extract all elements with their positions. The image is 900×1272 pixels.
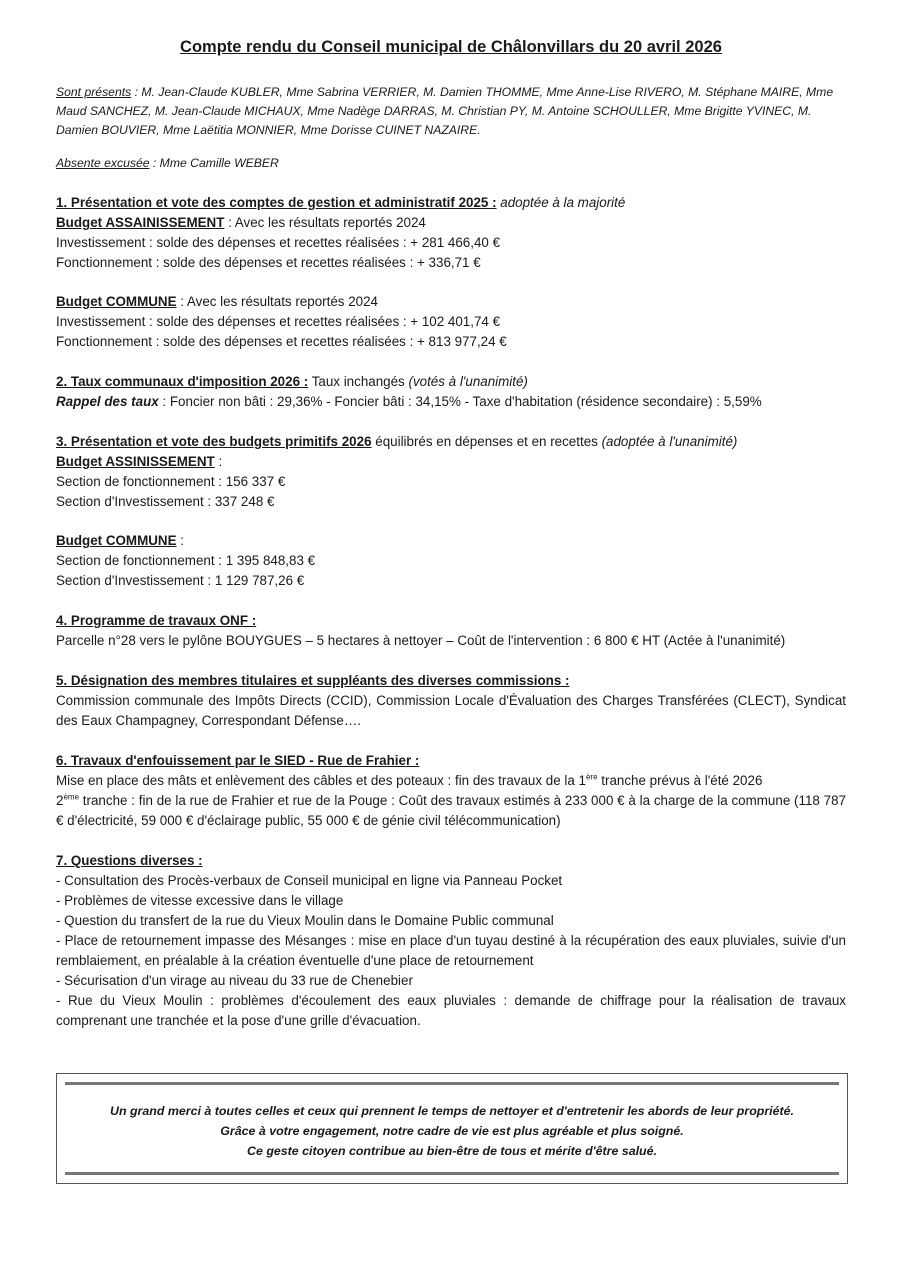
s1-commune-investissement: Investissement : solde des dépenses et recettes réalisées : + 102 401,74 €: [56, 314, 501, 329]
budget-assinissement-label: Budget ASSINISSEMENT: [56, 454, 215, 469]
section-4: [56, 611, 846, 651]
list-item: - Problèmes de vitesse excessive dans le village: [56, 893, 344, 908]
attendance-present: [56, 83, 846, 140]
s6-line1-a: Mise en place des mâts et enlèvement des câbles et des poteaux : fin des travaux de la 1: [56, 773, 586, 788]
s1-assainissement-investissement: Investissement : solde des dépenses et recettes réalisées : + 281 466,40 €: [56, 235, 501, 250]
section-7-heading: 7. Questions diverses :: [56, 853, 203, 868]
s3-assainissement-investissement: Section d'Investissement : 337 248 €: [56, 494, 275, 509]
s6-line2-b: tranche : fin de la rue de Frahier et rue de la Pouge : Coût des travaux estimés à 233 000 € à la charge de la commune (118 787 € d'électricité, 59 000 € d'éclairage public, 55 000 € de génie civil télécommunication): [56, 793, 846, 828]
section-2-heading: 2. Taux communaux d'imposition 2026 :: [56, 374, 309, 389]
notice-top-rule: [65, 1082, 839, 1085]
s6-line2-a: 2: [56, 793, 64, 808]
section-2-note: (votés à l'unanimité): [408, 374, 528, 389]
list-item: - Question du transfert de la rue du Vieux Moulin dans le Domaine Public communal: [56, 913, 554, 928]
rappel-text: : Foncier non bâti : 29,36% - Foncier bâti : 34,15% - Taxe d'habitation (résidence secondaire) : 5,59%: [158, 394, 762, 409]
notice-line-3: Ce geste citoyen contribue au bien-être de tous et mérite d'être salué.: [247, 1144, 657, 1158]
s3-commune-investissement: Section d'Investissement : 1 129 787,26 €: [56, 573, 305, 588]
section-1-note: adoptée à la majorité: [496, 195, 626, 210]
budget-assinissement-rest: :: [214, 454, 223, 469]
section-1-heading: 1. Présentation et vote des comptes de gestion et administratif 2025 :: [56, 195, 497, 210]
notice-line-2: Grâce à votre engagement, notre cadre de vie est plus agréable et plus soigné.: [220, 1124, 684, 1138]
section-4-heading: 4. Programme de travaux ONF :: [56, 613, 257, 628]
section-3: [56, 432, 846, 591]
absent-list: : Mme Camille WEBER: [149, 156, 279, 170]
budget-commune-label: Budget COMMUNE: [56, 294, 177, 309]
attendance-absent: [56, 154, 846, 173]
notice-message: [57, 1101, 847, 1161]
s6-line1-b: tranche prévus à l'été 2026: [597, 773, 763, 788]
list-item: - Place de retournement impasse des Mésanges : mise en place d'un tuyau destiné à la récupération des eaux pluviales, suivie d'un remblaiement, en préalable à la création éventuelle d'une place de retournement: [56, 933, 846, 968]
notice-line-1: Un grand merci à toutes celles et ceux qui prennent le temps de nettoyer et d'entretenir les abords de leur propriété.: [110, 1104, 794, 1118]
section-5-text: Commission communale des Impôts Directs (CCID), Commission Locale d'Évaluation des Charges Transférées (CLECT), Syndicat des Eaux Champagney, Correspondant Défense….: [56, 693, 846, 728]
s6-line1-sup: ère: [585, 772, 598, 782]
present-list: : M. Jean-Claude KUBLER, Mme Sabrina VERRIER, M. Damien THOMME, Mme Anne-Lise RIVERO, M. Stéphane MAIRE, Mme Maud SANCHEZ, M. Jean-Claude MICHAUX, Mme Nadège DARRAS, M. Christian PY, M. Antoine SCHOULLER, Mme Brigitte YVINEC, M. Damien BOUVIER, Mme Laëtitia MONNIER, Mme Dorisse CUINET NAZAIRE.: [56, 85, 834, 137]
list-item: - Sécurisation d'un virage au niveau du 33 rue de Chenebier: [56, 973, 413, 988]
s1-assainissement-fonctionnement: Fonctionnement : solde des dépenses et recettes réalisées : + 336,71 €: [56, 255, 481, 270]
section-2-text: Taux inchangés: [308, 374, 409, 389]
absent-label: Absente excusée: [56, 156, 150, 170]
rappel-label: Rappel des taux: [56, 394, 159, 409]
document-title: Compte rendu du Conseil municipal de Châlonvillars du 20 avril 2026: [180, 38, 722, 56]
budget-assainissement-rest: : Avec les résultats reportés 2024: [224, 215, 426, 230]
s3-assainissement-fonctionnement: Section de fonctionnement : 156 337 €: [56, 474, 286, 489]
section-3-note: (adoptée à l'unanimité): [601, 434, 738, 449]
section-1: [56, 193, 846, 352]
section-3-heading: 3. Présentation et vote des budgets primitifs 2026: [56, 434, 372, 449]
list-item: - Consultation des Procès-verbaux de Conseil municipal en ligne via Panneau Pocket: [56, 873, 563, 888]
section-4-text: Parcelle n°28 vers le pylône BOUYGUES – 5 hectares à nettoyer – Coût de l'intervention : 6 800 € HT (Actée à l'unanimité): [56, 633, 786, 648]
budget-commune-rest: : Avec les résultats reportés 2024: [176, 294, 378, 309]
list-item: - Rue du Vieux Moulin : problèmes d'écoulement des eaux pluviales : demande de chiffrage pour la réalisation de travaux comprenant une tranchée et la pose d'une grille d'évacuation.: [56, 993, 846, 1028]
section-5: [56, 671, 846, 731]
section-6-line-1: [56, 771, 846, 791]
budget-commune-2026-label: Budget COMMUNE: [56, 533, 177, 548]
section-3-text: équilibrés en dépenses et en recettes: [371, 434, 602, 449]
notice-bottom-rule: [65, 1172, 839, 1175]
section-6-heading: 6. Travaux d'enfouissement par le SIED - Rue de Frahier :: [56, 753, 420, 768]
section-6-line-2: [56, 791, 846, 831]
present-label: Sont présents: [56, 85, 132, 99]
s1-commune-fonctionnement: Fonctionnement : solde des dépenses et recettes réalisées : + 813 977,24 €: [56, 334, 507, 349]
section-6: [56, 751, 846, 831]
s3-commune-fonctionnement: Section de fonctionnement : 1 395 848,83 €: [56, 553, 316, 568]
thank-you-notice-box: [56, 1073, 848, 1184]
section-2: [56, 372, 846, 412]
section-5-heading: 5. Désignation des membres titulaires et suppléants des diverses commissions :: [56, 673, 570, 688]
s6-line2-sup: ème: [63, 792, 80, 802]
budget-assainissement-label: Budget ASSAINISSEMENT: [56, 215, 225, 230]
budget-commune-2026-rest: :: [176, 533, 184, 548]
section-7: [56, 851, 846, 1031]
